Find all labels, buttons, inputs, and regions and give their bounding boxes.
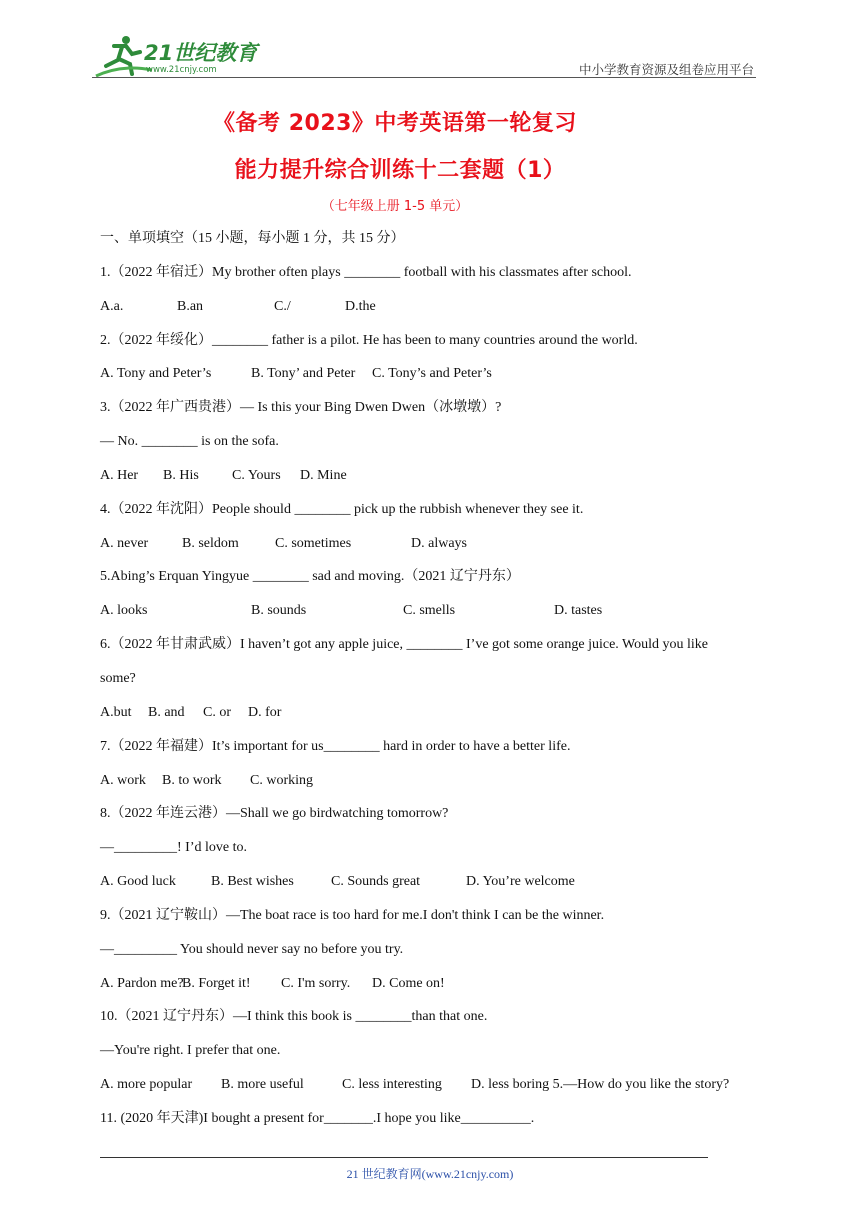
option: B.an: [177, 298, 204, 314]
option: C. smells: [403, 603, 456, 619]
option: A. Her: [100, 467, 139, 483]
question-stem-continued: —_________ You should never say no before you try.: [100, 941, 404, 957]
option: B. more useful: [221, 1077, 304, 1093]
option: A.a.: [100, 298, 124, 314]
page-header: [92, 30, 756, 78]
option: C. I'm sorry.: [281, 975, 351, 991]
option: D. Come on!: [372, 975, 445, 991]
question-stem: 3.（2022 年广西贵港）— Is this your Bing Dwen Dwen（冰墩墩）?: [100, 400, 502, 416]
section-heading: 一、单项填空（15 小题，每小题 1 分，共 15 分）: [100, 231, 405, 246]
option: C. Sounds great: [331, 874, 421, 890]
option: D. less boring 5.—How do you like the story?: [471, 1077, 730, 1093]
option: B. sounds: [251, 603, 307, 619]
site-logo: [92, 30, 262, 78]
option: C./: [274, 298, 291, 314]
question-stem: 5.Abing’s Erquan Yingyue ________ sad and moving.（2021 辽宁丹东）: [100, 569, 520, 585]
question-options: [100, 297, 764, 331]
question-stem: 4.（2022 年沈阳）People should ________ pick up the rubbish whenever they see it.: [100, 501, 584, 517]
option: B. to work: [162, 772, 222, 788]
option: B. His: [163, 467, 199, 483]
option: A. Good luck: [100, 874, 176, 890]
question-options: [100, 974, 764, 1008]
question-stem-continued: —_________! I’d love to.: [100, 840, 247, 856]
option: A. more popular: [100, 1077, 193, 1093]
grade-range-note: （七年级上册 1-5 单元）: [321, 199, 469, 214]
option: A.but: [100, 704, 132, 720]
option: A. looks: [100, 603, 148, 619]
logo-url: www.21cnjy.com: [146, 65, 217, 75]
question-stem-continued: some?: [100, 670, 136, 686]
question-stem-continued: — No. ________ is on the sofa.: [100, 434, 279, 450]
option: D.the: [345, 298, 376, 314]
question-stem: 9.（2021 辽宁鞍山）—The boat race is too hard for me.I don't think I can be the winner.: [100, 907, 605, 923]
option: D. always: [411, 535, 467, 551]
question-options: [100, 466, 764, 500]
page-title: 《备考 2023》中考英语第一轮复习: [213, 111, 577, 136]
page-subtitle-main: 能力提升综合训练十二套题（1）: [234, 158, 566, 183]
option: D. tastes: [554, 603, 603, 619]
option: D. You’re welcome: [466, 874, 575, 890]
question-stem: 6.（2022 年甘肃武威）I haven’t got any apple juice, ________ I’ve got some orange juice. Would you like: [100, 637, 709, 653]
question-options: [100, 534, 764, 568]
option: B. Tony’ and Peter: [251, 366, 356, 382]
logo-text: 21世纪教育: [144, 41, 258, 65]
option: C. sometimes: [275, 535, 352, 551]
option: A. never: [100, 535, 149, 551]
option: C. Tony’s and Peter’s: [372, 366, 492, 382]
footer-link[interactable]: 21 世纪教育网(www.21cnjy.com): [346, 1167, 514, 1181]
option: C. or: [203, 704, 231, 720]
option: B. Best wishes: [211, 874, 294, 890]
header-platform-text: 中小学教育资源及组卷应用平台: [578, 62, 754, 77]
question-stem: 1.（2022 年宿迁）My brother often plays ________ football with his classmates after school.: [100, 264, 632, 280]
question-stem: 8.（2022 年连云港）—Shall we go birdwatching tomorrow?: [100, 806, 449, 822]
question-options: [100, 1075, 764, 1109]
option: B. Forget it!: [182, 975, 251, 991]
option: C. less interesting: [342, 1077, 442, 1093]
header-divider: [92, 77, 756, 78]
question-options: [100, 703, 764, 737]
question-stem: 2.（2022 年绥化）________ father is a pilot. He has been to many countries around the world.: [100, 332, 638, 348]
option: D. for: [248, 704, 282, 720]
option: D. Mine: [300, 467, 347, 483]
question-list: [100, 229, 764, 1143]
footer-divider: [100, 1157, 708, 1158]
option: A. Pardon me?: [100, 975, 184, 991]
option: C. Yours: [232, 467, 281, 483]
question-options: [100, 364, 764, 398]
question-options: [100, 601, 764, 635]
question-stem: 10.（2021 辽宁丹东）—I think this book is ________than that one.: [100, 1009, 488, 1025]
question-options: [100, 771, 764, 805]
question-stem: 7.（2022 年福建）It’s important for us________ hard in order to have a better life.: [100, 738, 571, 754]
question-stem-continued: —You're right. I prefer that one.: [100, 1043, 281, 1059]
question-stem: 11. (2020 年天津)I bought a present for_______.I hope you like__________.: [100, 1110, 535, 1126]
option: C. working: [250, 772, 313, 788]
option: B. seldom: [182, 535, 239, 551]
option: B. and: [148, 704, 185, 720]
option: A. Tony and Peter’s: [100, 366, 212, 382]
question-options: [100, 872, 764, 906]
option: A. work: [100, 772, 146, 788]
